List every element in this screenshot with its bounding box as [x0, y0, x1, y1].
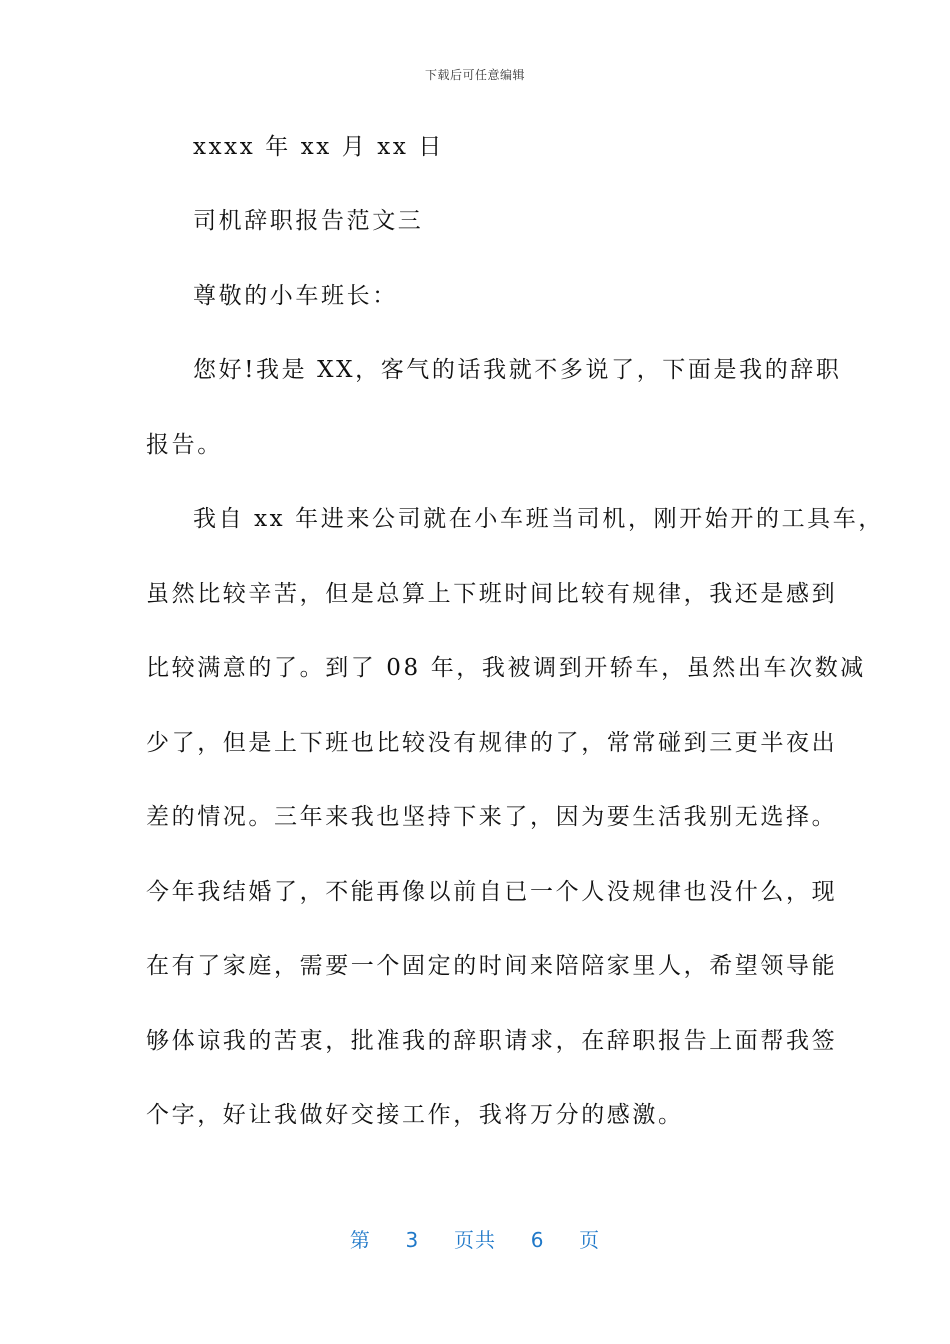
paragraph-line: 报告。: [146, 432, 223, 458]
paragraph-line: 比较满意的了。到了 08 年，我被调到开轿车，虽然出车次数减: [146, 655, 866, 681]
document-title: 司机辞职报告范文三: [193, 208, 424, 234]
page-middle-text: 页共: [454, 1228, 496, 1252]
date-line: xxxx 年 xx 月 xx 日: [193, 134, 444, 160]
paragraph-line: 您好!我是 XX，客气的话我就不多说了，下面是我的辞职: [193, 357, 842, 383]
salutation: 尊敬的小车班长：: [193, 283, 398, 309]
paragraph-line: 虽然比较辛苦，但是总算上下班时间比较有规律，我还是感到: [146, 581, 838, 607]
paragraph-line: 个字，好让我做好交接工作，我将万分的感激。: [146, 1102, 684, 1128]
page-prefix: 第: [349, 1228, 371, 1252]
paragraph-line: 在有了家庭，需要一个固定的时间来陪陪家里人，希望领导能: [146, 953, 838, 979]
current-page-number: 3: [405, 1228, 420, 1252]
paragraph-line: 够体谅我的苦衷，批准我的辞职请求，在辞职报告上面帮我签: [146, 1028, 838, 1054]
paragraph-line: 少了，但是上下班也比较没有规律的了，常常碰到三更半夜出: [146, 730, 838, 756]
paragraph-line: 差的情况。三年来我也坚持下来了，因为要生活我别无选择。: [146, 804, 838, 830]
paragraph-line: 我自 xx 年进来公司就在小车班当司机，刚开始开的工具车，: [193, 506, 884, 532]
total-pages-number: 6: [530, 1228, 545, 1252]
header-note: 下载后可任意编辑: [424, 68, 525, 82]
page-number-footer: [0, 1224, 950, 1253]
paragraph-line: 今年我结婚了，不能再像以前自已一个人没规律也没什么，现: [146, 879, 838, 905]
page-suffix: 页: [579, 1228, 601, 1252]
